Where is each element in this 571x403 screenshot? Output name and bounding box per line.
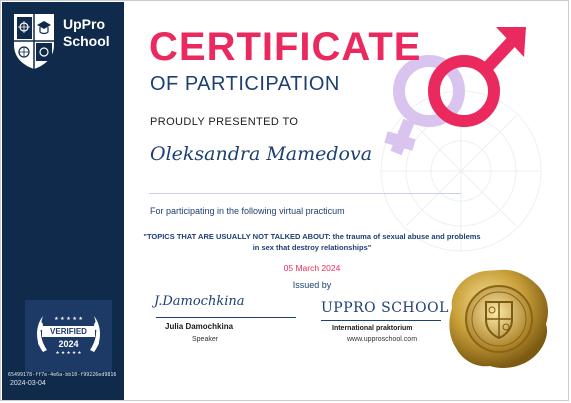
certificate-subtitle: OF PARTICIPATION (150, 73, 340, 95)
organization-signature-line (321, 320, 441, 321)
participation-text: For participating in the following virtual practicum (150, 206, 345, 216)
brand-line-1: UpPro (63, 16, 105, 32)
svg-text:★ ★ ★ ★ ★: ★ ★ ★ ★ ★ (54, 316, 83, 322)
certificate-title: CERTIFICATE (149, 25, 422, 69)
organization-name: International praktorium (332, 325, 413, 332)
laurel-wreath-icon (25, 300, 112, 372)
divider (149, 193, 461, 194)
gold-wax-seal-icon (444, 264, 554, 374)
event-date: 05 March 2024 (283, 263, 341, 273)
speaker-name: Julia Damochkina (165, 322, 234, 331)
shield-crest-icon (11, 11, 57, 71)
recipient-name: Oleksandra Mamedova (150, 143, 373, 165)
issued-by-label: Issued by (292, 280, 332, 290)
speaker-signature-line (156, 317, 296, 318)
verification-date: 2024-03-04 (10, 380, 46, 387)
svg-text:★ ★ ★ ★ ★: ★ ★ ★ ★ ★ (55, 351, 82, 356)
verified-badge (25, 300, 112, 372)
speaker-role: Speaker (192, 336, 219, 343)
organization-signature: UPPRO SCHOOL (321, 300, 449, 316)
organization-url: www.upproschool.com (347, 336, 418, 343)
practicum-topic: "TOPICS THAT ARE USUALLY NOT TALKED ABOUT: the trauma of sexual abuse and problems in sex that destroy relationships" (143, 232, 481, 252)
presented-to-label: PROUDLY PRESENTED TO (150, 116, 299, 128)
verification-hash: 65499178-ff7e-4e6a-bb10-f99226ed9816 (8, 372, 117, 378)
verified-label: VERIFIED (50, 327, 87, 336)
verified-year: 2024 (58, 339, 79, 349)
sidebar (2, 2, 124, 401)
brand-line-2: School (63, 33, 110, 49)
speaker-signature: J.Damochkina (154, 294, 245, 309)
brand-name (63, 16, 110, 50)
